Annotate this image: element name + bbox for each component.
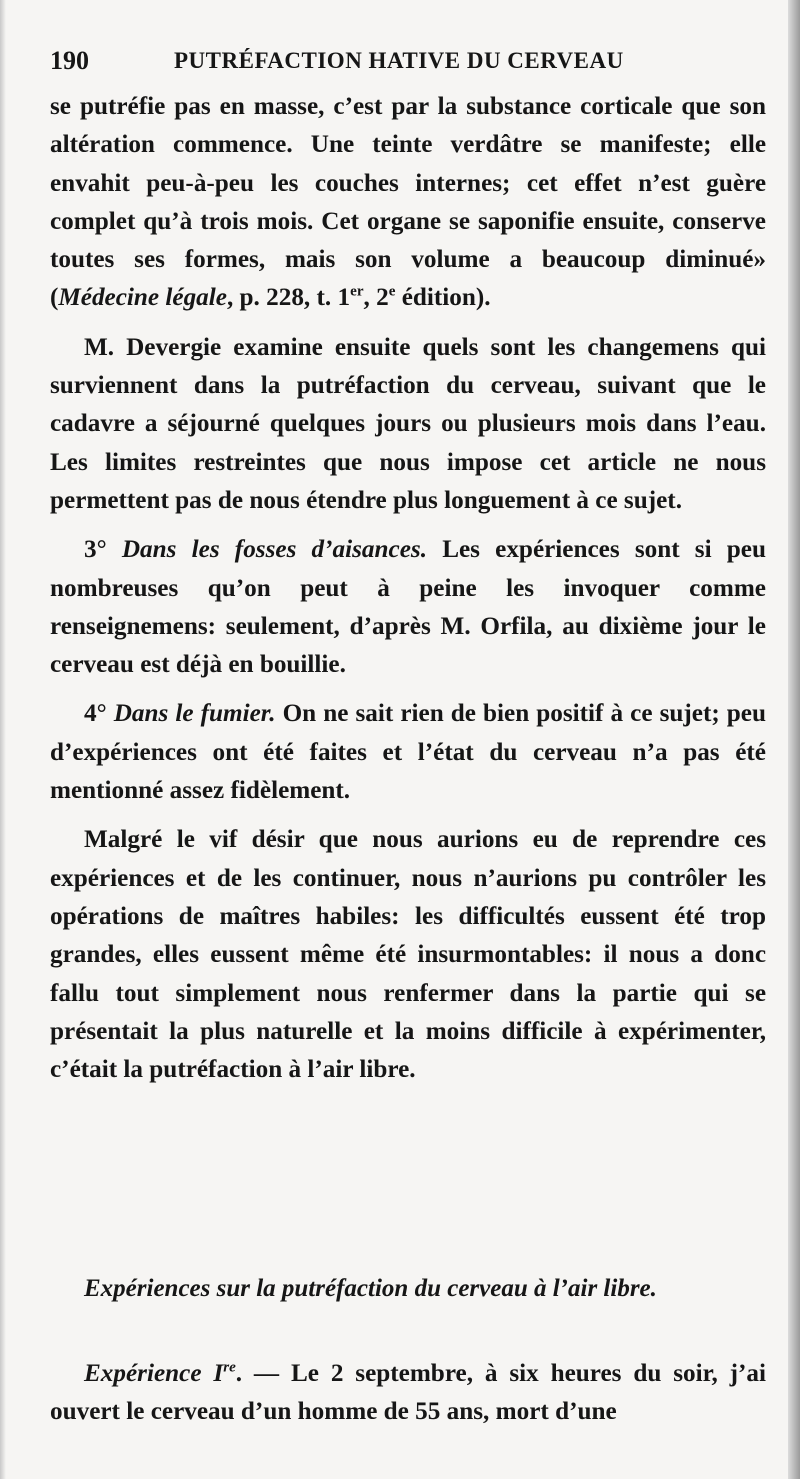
text-segment: , p. 228, t. 1 (226, 284, 351, 312)
page-header (48, 40, 768, 80)
text-segment: se putréfie pas en masse, c’est par la substance corticale que son altération commence. Une teinte verdâtre se manifeste; elle envahit peu-à-peu les couches internes; cet effet n’est guère complet qu’à trois mois. Cet organe se saponifie ensuite, conserve toutes ses formes, mais son volume a beaucoup diminué» ( (50, 93, 766, 312)
text-segment: Dans le fumier. (113, 700, 276, 728)
text-segment: 4° (84, 700, 114, 728)
experiment-label-text: Expérience I (84, 1360, 224, 1387)
experiment-paragraph (50, 1355, 766, 1432)
section-heading: Expériences sur la putréfaction du cerveau à l’air libre. (84, 1275, 657, 1302)
text-segment: Médecine légale (58, 284, 227, 312)
text-segment: er (350, 284, 364, 301)
text-segment: Malgré le vif désir que nous aurions eu de reprendre ces expériences et de les continuer, nous n’aurions pu contrôler les opérations de maîtres habiles: les difficultés eussent été trop grandes, elles eussent même été insurmontables: il nous a donc fallu tout simplement nous renfermer dans la partie qui se présentait la plus naturelle et la moins difficile à expérimenter, c’était la putréfaction à l’air libre. (50, 826, 766, 1084)
body-text (50, 88, 766, 1089)
page-number: 190 (50, 46, 89, 75)
text-segment: Les expériences sont si peu nombreuses qu’on peut à peine les invoquer comme renseignemens: seulement, d’après M. Orfila, au dixième jour le cerveau est déjà en bouillie. (50, 536, 766, 679)
paragraph (50, 821, 766, 1089)
paragraph (50, 329, 766, 520)
experiment-label (84, 1360, 236, 1387)
page-right-edge (788, 0, 800, 1479)
text-segment: édition). (395, 284, 491, 312)
text-segment: On ne sait rien de bien positif à ce sujet; peu d’expériences ont été faites et l’état du cerveau n’a pas été mentionné assez fidèlement. (50, 700, 766, 805)
experiment-text: . — Le 2 septembre, à six heures du soir, j’ai ouvert le cerveau d’un homme de 55 ans, mort d’une (50, 1360, 766, 1426)
experiment-label-sup: re (223, 1359, 236, 1376)
text-segment: 3° (84, 536, 122, 564)
paragraph (50, 695, 766, 810)
running-head: PUTRÉFACTION HATIVE DU CERVEAU (174, 48, 624, 73)
paragraph (50, 531, 766, 684)
paragraph (50, 88, 766, 318)
text-segment: , 2 (363, 284, 389, 312)
text-segment: M. Devergie examine ensuite quels sont les changemens qui surviennent dans la putréfaction du cerveau, suivant que le cadavre a séjourné quelques jours ou plusieurs mois dans l’eau. Les limites restreintes que nous impose cet article ne nous permettent pas de nous étendre plus longuement à ce sujet. (50, 333, 766, 514)
text-segment: Dans les fosses d’aisances. (121, 536, 427, 564)
text-segment: e (388, 284, 396, 301)
page-left-edge (0, 0, 6, 1479)
